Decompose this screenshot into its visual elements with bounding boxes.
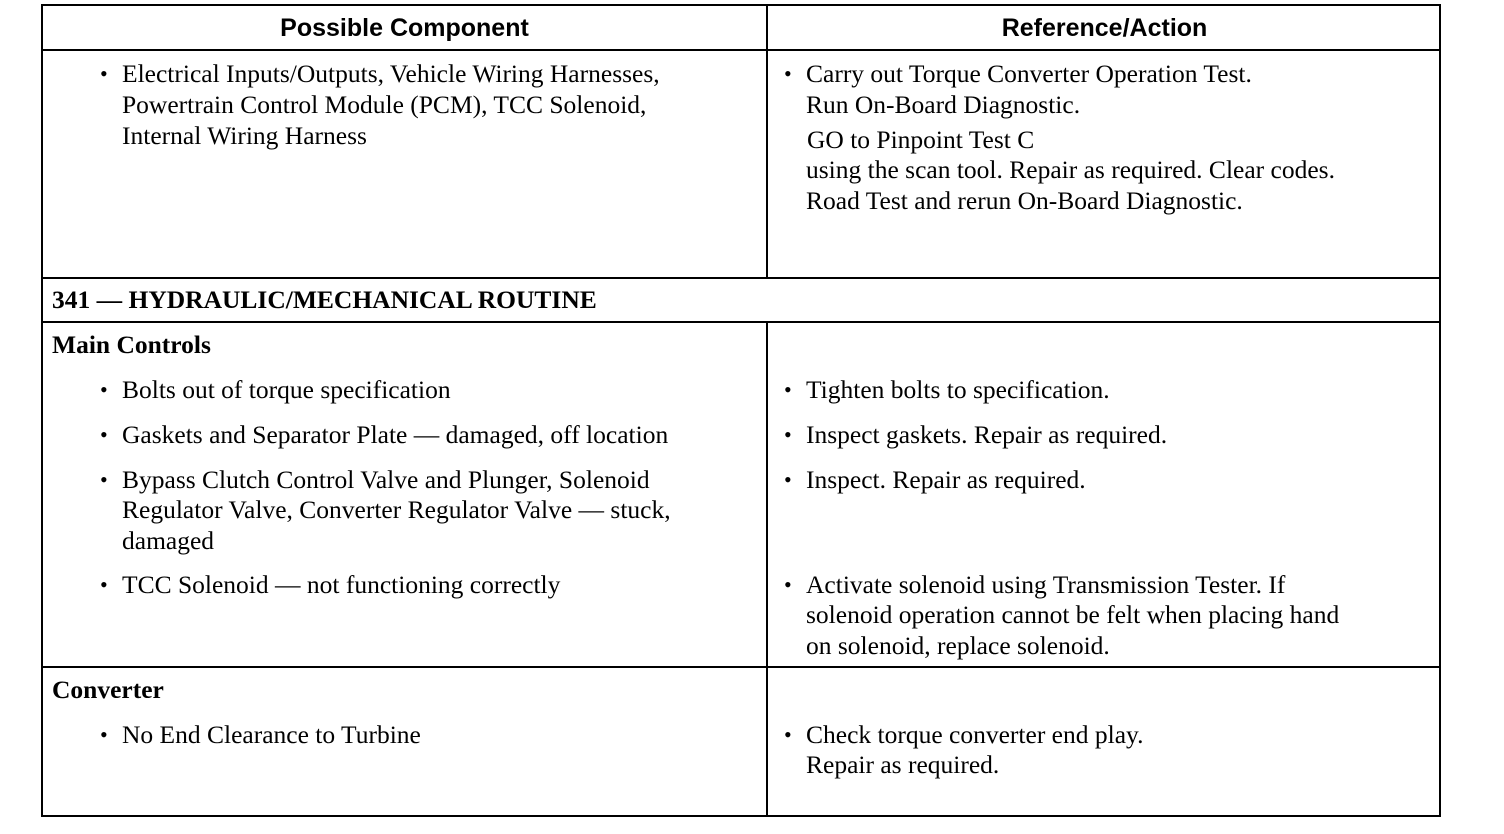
- action-line: Activate solenoid using Transmission Tester. If: [806, 570, 1286, 599]
- bullet-icon: •: [784, 377, 792, 402]
- action-line: Inspect gaskets. Repair as required.: [806, 420, 1168, 449]
- action-line: using the scan tool. Repair as required. Clear codes.: [806, 155, 1335, 184]
- component-line: TCC Solenoid — not functioning correctly: [122, 570, 561, 599]
- column-header-possible-component: Possible Component: [280, 14, 529, 42]
- row-divider: [43, 321, 1439, 323]
- row-divider: [43, 277, 1439, 279]
- bullet-icon: •: [100, 722, 108, 747]
- pinpoint-test-reference: GO to Pinpoint Test C: [807, 125, 1035, 154]
- component-line: Internal Wiring Harness: [122, 121, 367, 150]
- header-divider: [43, 49, 1439, 51]
- row-divider: [43, 666, 1439, 668]
- bullet-icon: •: [100, 467, 108, 492]
- action-line: Carry out Torque Converter Operation Test.: [806, 59, 1252, 88]
- component-line: damaged: [122, 526, 215, 555]
- component-line: Bypass Clutch Control Valve and Plunger, Solenoid: [122, 465, 650, 494]
- action-line: solenoid operation cannot be felt when placing hand: [806, 600, 1340, 629]
- bullet-icon: •: [784, 722, 792, 747]
- action-line: Tighten bolts to specification.: [806, 375, 1110, 404]
- component-line: No End Clearance to Turbine: [122, 720, 421, 749]
- section-title: 341 — HYDRAULIC/MECHANICAL ROUTINE: [52, 285, 597, 314]
- action-line: Run On-Board Diagnostic.: [806, 90, 1081, 119]
- component-line: Powertrain Control Module (PCM), TCC Solenoid,: [122, 90, 647, 119]
- action-line: Road Test and rerun On-Board Diagnostic.: [806, 186, 1243, 215]
- column-divider: [766, 321, 768, 817]
- bullet-icon: •: [784, 572, 792, 597]
- action-line: Repair as required.: [806, 750, 1000, 779]
- action-line: Check torque converter end play.: [806, 720, 1144, 749]
- bullet-icon: •: [784, 61, 792, 86]
- component-line: Bolts out of torque specification: [122, 375, 451, 404]
- diagnostic-table: [41, 4, 1441, 817]
- action-line: on solenoid, replace solenoid.: [806, 631, 1110, 660]
- bullet-icon: •: [100, 422, 108, 447]
- component-line: Regulator Valve, Converter Regulator Valve — stuck,: [122, 495, 671, 524]
- bullet-icon: •: [100, 572, 108, 597]
- action-line: Inspect. Repair as required.: [806, 465, 1086, 494]
- bullet-icon: •: [100, 61, 108, 86]
- component-line: Electrical Inputs/Outputs, Vehicle Wiring Harnesses,: [122, 59, 660, 88]
- converter-heading: Converter: [52, 675, 164, 704]
- bullet-icon: •: [100, 377, 108, 402]
- column-divider: [766, 6, 768, 279]
- main-controls-heading: Main Controls: [52, 330, 211, 359]
- bullet-icon: •: [784, 422, 792, 447]
- column-header-reference-action: Reference/Action: [1001, 14, 1208, 42]
- bullet-icon: •: [784, 467, 792, 492]
- component-line: Gaskets and Separator Plate — damaged, off location: [122, 420, 669, 449]
